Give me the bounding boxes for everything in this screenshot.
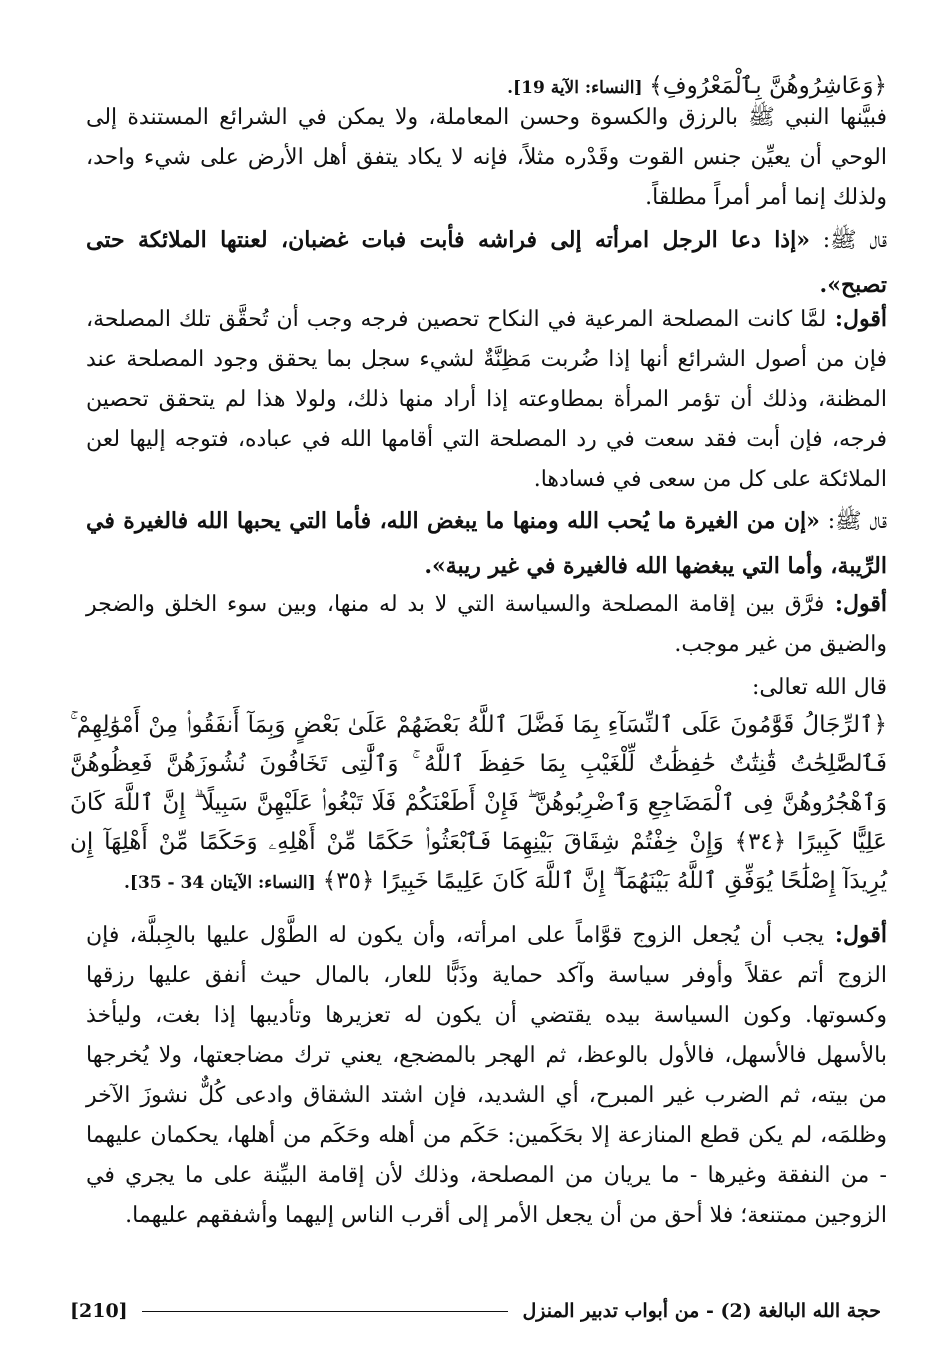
paragraph-commentary-1 [86, 299, 887, 500]
opening-verse: ﴿وَعَاشِرُوهُنَّ بِٱلْمَعْرُوفِ﴾ [649, 73, 887, 99]
hadith-text: «إذا دعا الرجل امرأته إلى فراشه فأبت فبات غضبان، لعنتها الملائكة حتى تصبح». [86, 227, 887, 298]
running-title: حجة الله البالغة (2) - من أبواب تدبير المنزل [522, 1300, 881, 1322]
quran-reference: [النساء: الآيتان 34 - 35]. [124, 873, 316, 893]
quran-passage [70, 706, 887, 902]
commentary-lead: أقول: [824, 591, 887, 617]
paragraph-commentary-2 [86, 584, 887, 665]
paragraph-commentary-3 [86, 915, 887, 1236]
paragraph-hadith-bed [86, 218, 887, 308]
opening-verse-reference: [النساء: الآية 19]. [507, 78, 643, 98]
hadith-intro: قال ﷺ: [809, 228, 887, 253]
commentary-text: فرَّق بين إقامة المصلحة والسياسة التي لا بد له منها، وبين سوء الخلق والضجر والضيق من غير موجب. [86, 592, 887, 657]
commentary-text: لمَّا كانت المصلحة المرعية في النكاح تحصين فرجه وجب أن تُحقَّق تلك المصلحة، فإن من أصول الشرائع أنها إذا ضُربت مَظِنَّةٌ لشيء سجل بما يحقق وجود المصلحة عند المظنة، وذلك أن تؤمر المرأة بمطاوعته إذا أراد منها ذلك، ولولا هذا لم يتحقق تحصين فرجه، فإن أبت فقد سعت في رد المصلحة التي أقامها الله في عباده، فتوجه إليها لعن الملائكة على كل من سعى في فسادها. [86, 307, 887, 492]
footer-rule [142, 1311, 509, 1312]
paragraph-hadith-jealousy [86, 499, 887, 589]
paragraph-provision: فبيَّنها النبي ﷺ بالرزق والكسوة وحسن المعاملة، ولا يمكن في الشرائع المستندة إلى الوحي أن يعيِّن جنس القوت وقَدْره مثلاً، فإنه لا يكاد يتفق أهل الأرض على شيء واحد، ولذلك إنما أمر أمراً مطلقاً. [86, 105, 887, 210]
commentary-text: يجب أن يُجعل الزوج قوَّاماً على امرأته، وأن يكون له الطَّوْل عليها بالجِبلَّة، فإن الزوج أتم عقلاً وأوفر سياسة وآكد حماية وذَبًّا للعار، بالمال حيث أنفق عليها رزقها وكسوتها. وكون السياسة بيده يقتضي أن يكون له تعزيرها وتأديبها إذا بغت، وليأخذ بالأسهل فالأسهل، فالأول بالوعظ، ثم الهجر بالمضجع، يعني ترك مضاجعتها، ولا يُخرجها من بيته، ثم الضرب غير المبرح، أي الشديد، فإن اشتد الشقاق وادعى كُلٌّ نشوزَ الآخر وظلمَه، لم يكن قطع المنازعة إلا بحَكَمين: حَكَم من أهله وحَكَم من أهلها، يحكمان عليهما - من النفقة وغيرها - ما يريان من المصلحة، وذلك لأن إقامة البيِّنة على ما يجري في الزوجين ممتنعة؛ فلا أحق من أن يجعل الأمر إلى أقرب الناس إليهما وأشفقهم عليهما. [86, 923, 887, 1228]
commentary-lead: أقول: [824, 922, 887, 948]
page-footer [70, 1296, 881, 1326]
commentary-lead: أقول: [826, 306, 887, 332]
quran-verse: ﴿ٱلرِّجَالُ قَوَّٰمُونَ عَلَى ٱلنِّسَآءِ بِمَا فَضَّلَ ٱللَّهُ بَعْضَهُمْ عَلَىٰ بَعْضٍ وَبِمَآ أَنفَقُوا۟ مِنْ أَمْوَٰلِهِمْ ۚ فَٱلصَّٰلِحَٰتُ قَٰنِتَٰتٌ حَٰفِظَٰتٌ لِّلْغَيْبِ بِمَا حَفِظَ ٱللَّهُ ۚ وَٱلَّٰتِى تَخَافُونَ نُشُوزَهُنَّ فَعِظُوهُنَّ وَٱهْجُرُوهُنَّ فِى ٱلْمَضَاجِعِ وَٱضْرِبُوهُنَّ ۖ فَإِنْ أَطَعْنَكُمْ فَلَا تَبْغُوا۟ عَلَيْهِنَّ سَبِيلًا ۗ إِنَّ ٱللَّهَ كَانَ عَلِيًّا كَبِيرًا ﴿٣٤﴾ وَإِنْ خِفْتُمْ شِقَاقَ بَيْنِهِمَا فَٱبْعَثُوا۟ حَكَمًا مِّنْ أَهْلِهِۦ وَحَكَمًا مِّنْ أَهْلِهَآ إِن يُرِيدَآ إِصْلَٰحًا يُوَفِّقِ ٱللَّهُ بَيْنَهُمَآ ۗ إِنَّ ٱللَّهَ كَانَ عَلِيمًا خَبِيرًا ﴿٣٥﴾ [70, 712, 887, 894]
hadith-text: «إن من الغيرة ما يُحب الله ومنها ما يبغض الله، فأما التي يحبها الله فالغيرة في الرِّيبة، وأما التي يبغضها الله فالغيرة في غير ريبة». [86, 508, 887, 579]
page-number: [210] [70, 1300, 128, 1322]
hadith-intro: قال ﷺ: [819, 509, 887, 534]
paragraph-quran-intro: قال الله تعالى: [752, 675, 887, 700]
